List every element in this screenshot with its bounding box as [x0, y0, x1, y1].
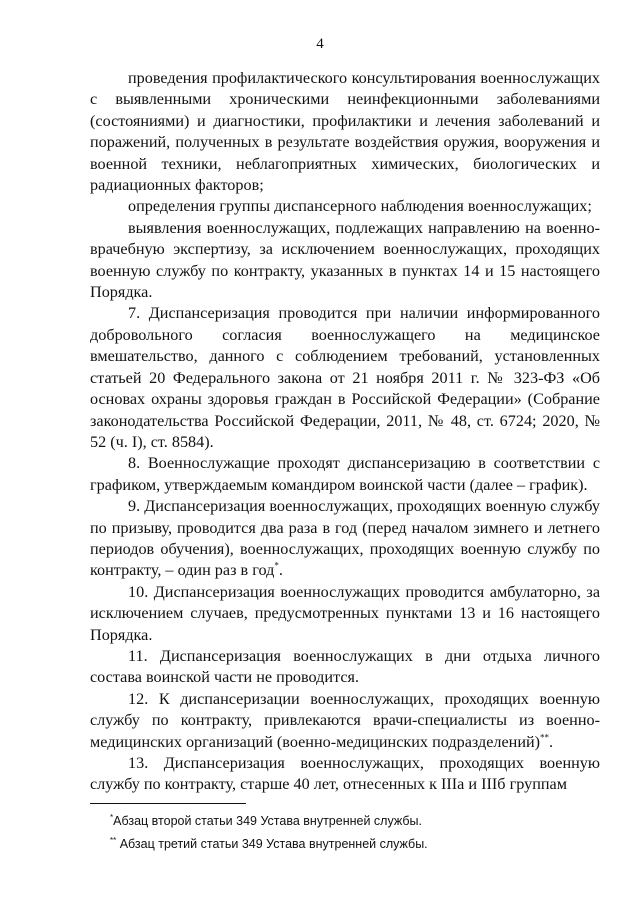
paragraph [90, 303, 600, 453]
paragraph-text: выявления военнослужащих, подлежащих направлению на военно-врачебную экспертизу, за исключением военнослужащих, проходящих военную службу по контракту, указанных в пунктах 14 и 15 настоящего Порядка. [90, 218, 600, 302]
footnotes [110, 808, 590, 854]
paragraph-text: 13. Диспансеризация военнослужащих, проходящих военную службу по контракту, старше 40 лет, отнесенных к IIIа и IIIб группам [90, 754, 600, 794]
paragraph [90, 453, 600, 496]
paragraph [90, 196, 600, 217]
paragraph [90, 68, 600, 196]
paragraph [90, 582, 600, 646]
footnote [110, 831, 590, 854]
paragraph-text: 8. Военнослужащие проходят диспансеризацию в соответствии с графиком, утверждаемым командиром воинской части (далее – график). [90, 454, 600, 494]
footnote [110, 808, 590, 831]
body-text [90, 68, 600, 796]
paragraph [90, 218, 600, 304]
paragraph-text: 10. Диспансеризация военнослужащих проводится амбулаторно, за исключением случаев, предусмотренных пунктами 13 и 16 настоящего Порядка. [90, 582, 600, 644]
paragraph-text: определения группы диспансерного наблюдения военнослужащих; [128, 197, 592, 216]
footnote-marker: * [274, 560, 279, 571]
footnote-mark: ** [110, 836, 117, 846]
paragraph-text: проведения профилактического консультирования военнослужащих с выявленными хроническими неинфекционными заболеваниями (состояниями) и диагностики, профилактики и лечения заболеваний и поражений, полученных в результате воздействия оружия, вооружения и военной техники, неблагоприятных химических, биологических и радиационных факторов; [90, 69, 600, 195]
paragraph [90, 753, 600, 796]
paragraph-text: 9. Диспансеризация военнослужащих, проходящих военную службу по призыву, проводится два раза в год (перед началом зимнего и летнего периодов обучения), военнослужащих, проходящих военную службу по контракту, – один раз в год [90, 497, 600, 580]
paragraph-tail: . [549, 732, 554, 751]
paragraph-text: 12. К диспансеризации военнослужащих, проходящих военную службу по контракту, привлекаются врачи-специалисты из военно-медицинских организаций (военно-медицинских подразделений) [90, 689, 600, 751]
paragraph [90, 646, 600, 689]
footnote-divider [90, 803, 246, 804]
paragraph-text: 7. Диспансеризация проводится при наличии информированного добровольного согласия военнослужащего на медицинское вмешательство, данного с соблюдением требований, установленных статьей 20 Федерального закона от 21 ноября 2011 г. № 323-ФЗ «Об основах охраны здоровья граждан в Российской Федерации» (Собрание законодательства Российской Федерации, 2011, № 48, ст. 6724; 2020, № 52 (ч. I), ст. 8584). [90, 304, 600, 451]
paragraph [90, 689, 600, 753]
paragraph-tail: . [278, 561, 283, 580]
footnote-text: Абзац второй статьи 349 Устава внутренней службы. [113, 814, 422, 829]
footnote-text: Абзац третий статьи 349 Устава внутренней службы. [116, 837, 428, 852]
footnote-marker: ** [540, 732, 550, 743]
footnote-mark: * [110, 813, 114, 822]
paragraph-text: 11. Диспансеризация военнослужащих в дни отдыха личного состава воинской части не проводится. [90, 646, 600, 687]
page-number: 4 [316, 36, 324, 52]
paragraph [90, 496, 600, 582]
